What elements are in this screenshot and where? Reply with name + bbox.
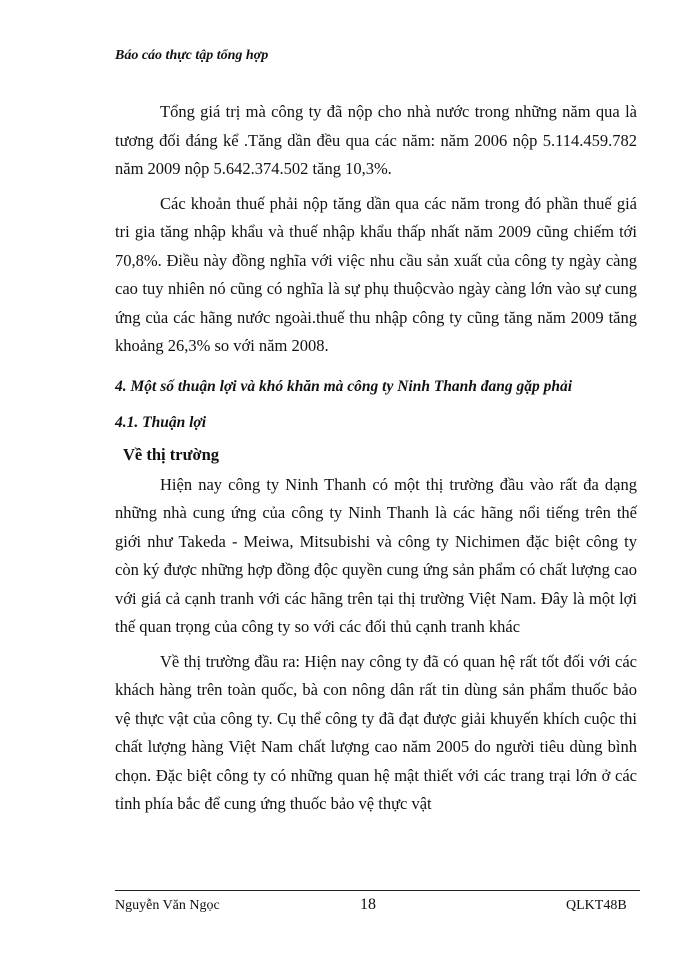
footer-page-number: 18 [360, 896, 376, 913]
section-heading-4: 4. Một số thuận lợi và khó khăn mà công ty Ninh Thanh đang gặp phải [115, 377, 573, 395]
footer-class-code: QLKT48B [566, 898, 627, 913]
paragraph-output-market: Về thị trường đầu ra: Hiện nay công ty đã có quan hệ rất tốt đối với các khách hàng trên toàn quốc, bà con nông dân rất tin dùng sản phẩm thuốc bảo vệ thực vật của công ty. Cụ thể công ty đã đạt được giải khuyến khích cuộc thi chất lượng hàng Việt Nam chất lượng cao năm 2005 do người tiêu dùng bình chọn. Đặc biệt công ty có những quan hệ mật thiết với các trang trại lớn ở các tỉnh phía bắc để cung ứng thuốc bảo vệ thực vật [115, 651, 637, 813]
footer-divider [115, 890, 640, 891]
section-heading-4-1: 4.1. Thuận lợi [115, 413, 207, 431]
document-body [115, 98, 637, 819]
paragraph-tax-breakdown: Các khoản thuế phải nộp tăng dần qua các năm trong đó phần thuế giá tri gia tăng nhập khẩu và thuế nhập khẩu thấp nhất năm 2009 cũng chiếm tới 70,8%. Điều này đồng nghĩa với việc nhu cầu sản xuất của công ty ngày càng cao tuy nhiên nó cũng có nghĩa là sự phụ thuộcvào ngày càng lớn vào sự cung ứng của các hãng nước ngoài.thuế thu nhập công ty cũng tăng năm 2009 tăng khoảng 26,3% so với năm 2008. [115, 193, 637, 355]
paragraph-tax-total: Tổng giá trị mà công ty đã nộp cho nhà nước trong những năm qua là tương đối đáng kể .Tăng dần đều qua các năm: năm 2006 nộp 5.114.459.782 năm 2009 nộp 5.642.374.502 tăng 10,3%. [115, 102, 637, 178]
paragraph-input-market: Hiện nay công ty Ninh Thanh có một thị trường đầu vào rất đa dạng những nhà cung ứng của công ty Ninh Thanh là các hãng nổi tiếng trên thế giới như Takeda - Meiwa, Mitsubishi và công ty Nichimen đặc biệt công ty còn ký được những hợp đồng độc quyền cung ứng sản phẩm có chất lượng cao với giá cả cạnh tranh với các hãng trên tại thị trường Việt Nam. Đây là một lợi thế quan trọng của công ty so với các đối thủ cạnh tranh khác [115, 474, 637, 636]
subheading-market: Về thị trường [123, 444, 220, 464]
document-header-title: Báo cáo thực tập tổng hợp [115, 48, 269, 63]
footer-author: Nguyễn Văn Ngọc [115, 898, 220, 913]
